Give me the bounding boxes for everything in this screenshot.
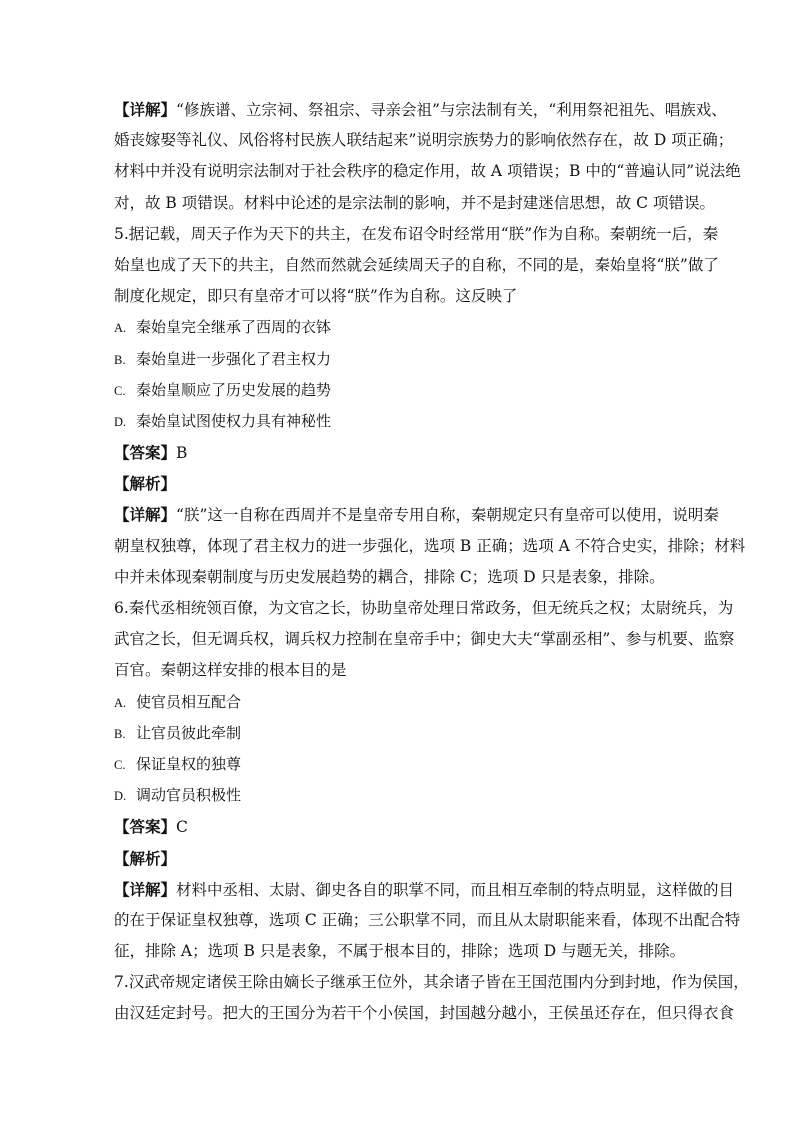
q6-detail-line-3: 征，排除 A；选项 B 只是表象，不属于根本目的，排除；选项 D 与题无关，排除。 xyxy=(114,942,686,961)
detail-tag: 【详解】 xyxy=(114,100,177,119)
q6-stem-line-2: 武官之长，但无调兵权，调兵权力控制在皇帝手中；御史大夫“掌副丞相”、参与机要、监察 xyxy=(114,630,735,649)
q5-analysis-heading: 【解析】 xyxy=(114,474,177,494)
q5-option-d: D. 秦始皇试图使权力具有神秘性 xyxy=(114,411,332,430)
q6-detail-line-1: 【详解】材料中丞相、太尉、御史各自的职掌不同，而且相互牵制的特点明显，这样做的目 xyxy=(114,879,735,899)
q6-stem-line-3: 百官。秦朝这样安排的根本目的是 xyxy=(114,661,347,680)
document-page xyxy=(114,94,749,1030)
detail-tag: 【详解】 xyxy=(114,879,177,899)
q6-analysis-heading: 【解析】 xyxy=(114,848,177,868)
q7-stem-line-1: 7.汉武帝规定诸侯王除由嫡长子继承王位外，其余诸子皆在王国范围内分到封地，作为侯国， xyxy=(114,973,749,992)
q6-option-c: C. 保证皇权的独尊 xyxy=(114,754,242,773)
q5-detail-line-1: 【详解】“朕”这一自称在西周并不是皇帝专用自称，秦朝规定只有皇帝可以使用，说明秦 xyxy=(114,505,719,525)
q7-stem-line-2: 由汉廷定封号。把大的王国分为若干个小侯国，封国越分越小，王侯虽还存在，但只得衣食 xyxy=(114,1004,735,1023)
q5-detail-line-3: 中并未体现秦朝制度与历史发展趋势的耦合，排除 C；选项 D 只是表象，排除。 xyxy=(114,567,665,586)
q4-detail-line-4: 对，故 B 项错误。材料中论述的是宗法制的影响，并不是封建迷信思想，故 C 项错误。 xyxy=(114,193,715,212)
q6-answer xyxy=(114,811,686,842)
q6-stem-line-1: 6.秦代丞相统领百僚，为文官之长，协助皇帝处理日常政务，但无统兵之权；太尉统兵，为 xyxy=(114,599,734,617)
q4-detail-line-2: 婚丧嫁娶等礼仪、风俗将村民族人联结起来”说明宗族势力的影响依然存在，故 D 项正确； xyxy=(114,131,734,150)
q4-detail-line-1: 【详解】“修族谱、立宗祠、祭祖宗、寻亲会祖”与宗法制有关，“利用祭祀祖先、唱族戏、 xyxy=(114,100,727,119)
q5-stem-line-1: 5.据记载，周天子作为天下的共主，在发布诏令时经常用“朕”作为自称。秦朝统一后，秦 xyxy=(114,224,719,243)
q5-stem-line-3: 制度化规定，即只有皇帝才可以将“朕”作为自称。这反映了 xyxy=(114,287,518,306)
q4-detail-line-3: 材料中并没有说明宗法制对于社会秩序的稳定作用，故 A 项错误；B 中的“普遍认同”说法绝 xyxy=(114,162,741,181)
q5-option-a: A. 秦始皇完全继承了西周的衣钵 xyxy=(114,318,332,337)
answer-value: C xyxy=(176,818,188,837)
q5-answer xyxy=(114,437,686,468)
q6-detail-line-2: 的在于保证皇权独尊，选项 C 正确；三公职掌不同，而且从太尉职能来看，体现不出配合特 xyxy=(114,910,741,929)
q5-option-c: C. 秦始皇顺应了历史发展的趋势 xyxy=(114,380,332,399)
answer-tag: 【答案】 xyxy=(114,443,177,463)
q6-option-a: A. 使官员相互配合 xyxy=(114,692,242,711)
q5-stem-line-2: 始皇也成了天下的共主，自然而然就会延续周天子的自称，不同的是，秦始皇将“朕”做了 xyxy=(114,255,719,274)
q6-option-d: D. 调动官员积极性 xyxy=(114,786,242,805)
detail-tag: 【详解】 xyxy=(114,505,177,525)
q5-option-b: B. 秦始皇进一步强化了君主权力 xyxy=(114,349,332,368)
q5-detail-line-2: 朝皇权独尊，体现了君主权力的进一步强化，选项 B 正确；选项 A 不符合史实，排除；材料 xyxy=(114,536,746,555)
answer-value: B xyxy=(176,444,188,463)
q6-option-b: B. 让官员彼此牵制 xyxy=(114,723,242,742)
answer-tag: 【答案】 xyxy=(114,817,177,837)
